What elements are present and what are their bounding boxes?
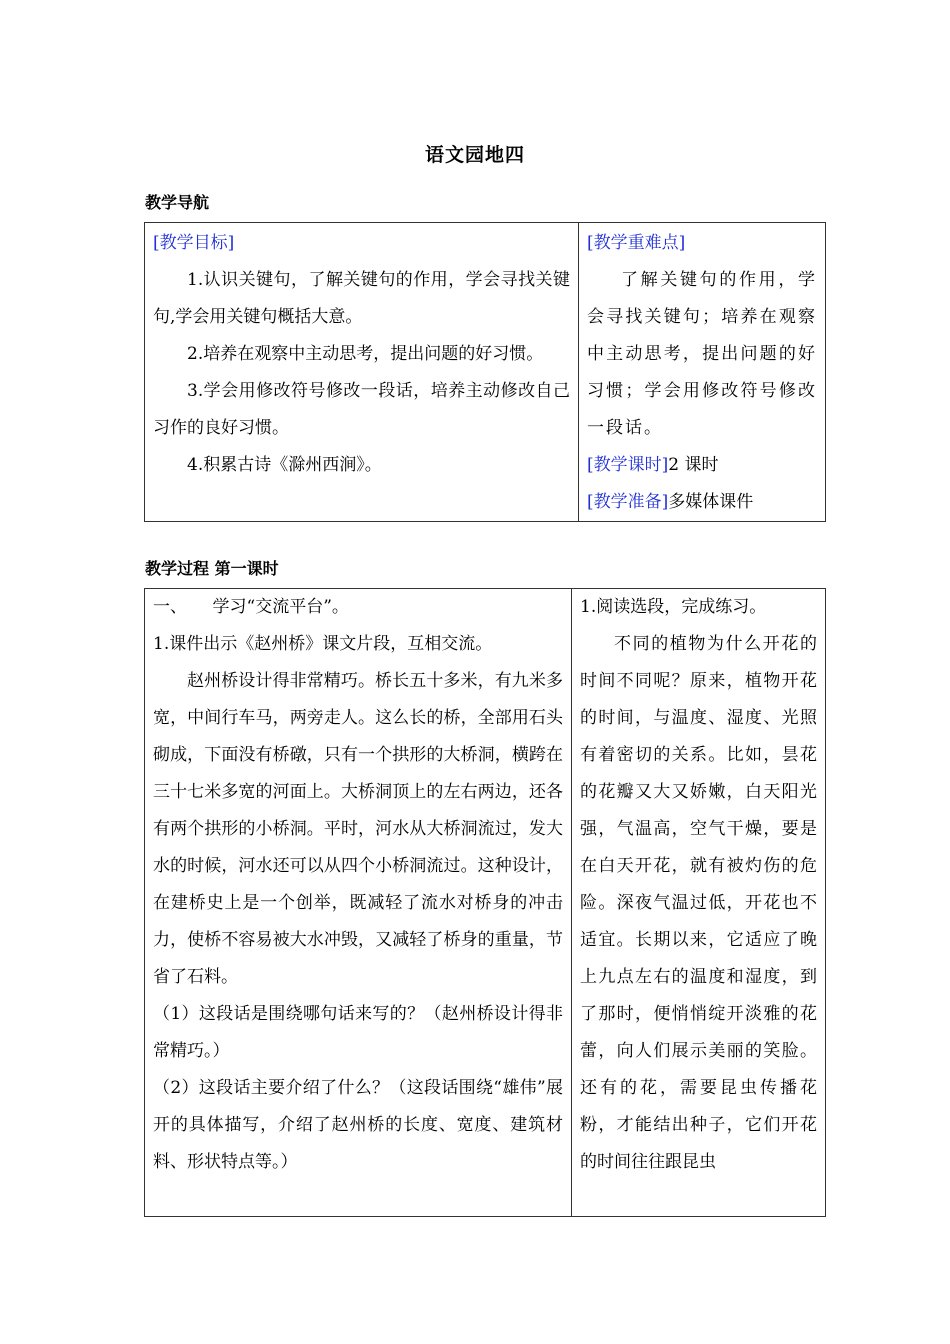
prep-label: [教学准备] <box>587 492 669 512</box>
question-1: （1）这段话是围绕哪句话来写的？（赵州桥设计得非常精巧。） <box>153 1004 563 1061</box>
reading-task: 1.阅读选段，完成练习。 <box>580 597 767 617</box>
nav-table <box>144 222 826 522</box>
step-title: 一、 学习“交流平台”。 <box>153 597 349 617</box>
keypoints-header: [教学重难点] <box>587 233 686 253</box>
question-2: （2）这段话主要介绍了什么？（这段话围绕“雄伟”展开的具体描写，介绍了赵州桥的长度、宽度、建筑材料、形状特点等。） <box>153 1078 563 1172</box>
hours-value: 2 课时 <box>668 455 719 475</box>
nav-heading: 教学导航 <box>145 193 210 212</box>
goal-item: 4.积累古诗《滁州西涧》。 <box>187 455 382 475</box>
bridge-passage: 赵州桥设计得非常精巧。桥长五十多米，有九米多宽，中间行车马，两旁走人。这么长的桥，全部用石头砌成，下面没有桥礅，只有一个拱形的大桥洞，横跨在三十七米多宽的河面上。大桥洞顶上的左右两边，还各有两个拱形的小桥洞。平时，河水从大桥洞流过，发大水的时候，河水还可以从四个小桥洞流过。这种设计，在建桥史上是一个创举，既减轻了流水对桥身的冲击力，使桥不容易被大水冲毁，又减轻了桥身的重量，节省了石料。 <box>153 671 563 987</box>
process-heading: 教学过程 第一课时 <box>145 559 279 578</box>
prep-value: 多媒体课件 <box>668 492 754 512</box>
process-table <box>144 588 826 1217</box>
goals-cell <box>145 223 579 522</box>
flower-passage: 不同的植物为什么开花的时间不同呢？原来，植物开花的时间，与温度、湿度、光照有着密切的关系。比如，昙花的花瓣又大又娇嫩，白天阳光强，气温高，空气干燥，要是在白天开花，就有被灼伤的危险。深夜气温过低，开花也不适宜。长期以来，它适应了晚上九点左右的温度和湿度，到了那时，便悄悄绽开淡雅的花蕾，向人们展示美丽的笑脸。还有的花，需要昆虫传播花粉，才能结出种子，它们开花的时间往往跟昆虫 <box>580 634 817 1172</box>
keypoints-cell <box>579 223 826 522</box>
keypoints-text: 了解关键句的作用，学会寻找关键句；培养在观察中主动思考，提出问题的好习惯；学会用修改符号修改一段话。 <box>587 270 817 438</box>
hours-label: [教学课时] <box>587 455 669 475</box>
process-right-cell <box>572 589 826 1217</box>
process-left-cell <box>145 589 572 1217</box>
goal-item: 3.学会用修改符号修改一段话，培养主动修改自己习作的良好习惯。 <box>153 381 570 438</box>
goal-item: 2.培养在观察中主动思考，提出问题的好习惯。 <box>187 344 544 364</box>
page-title: 语文园地四 <box>424 144 525 166</box>
step-instruction: 1.课件出示《赵州桥》课文片段，互相交流。 <box>153 634 493 654</box>
goals-header: [教学目标] <box>153 233 235 253</box>
goal-item: 1.认识关键句，了解关键句的作用，学会寻找关键句,学会用关键句概括大意。 <box>153 270 570 327</box>
